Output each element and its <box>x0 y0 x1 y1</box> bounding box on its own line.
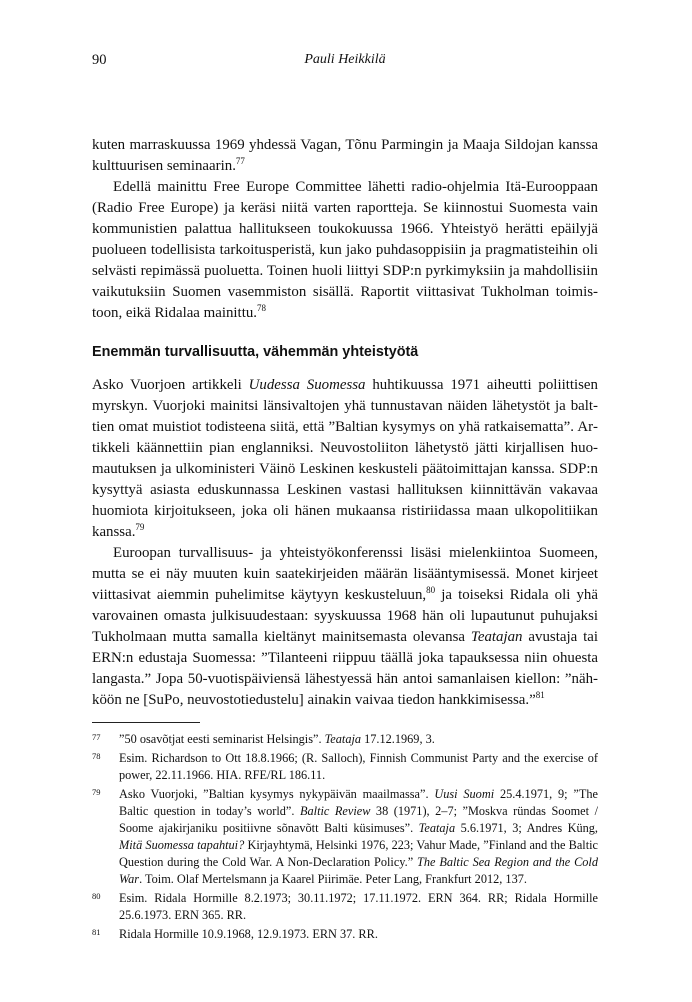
footnote-number: 78 <box>92 751 101 761</box>
footnote: 80 Esim. Ridala Hormille 8.2.1973; 30.11.1972; 17.11.1972. ERN 364. RR; Ridala Hormille 25.6.1973. ERN 365. RR. <box>92 891 598 922</box>
footnote-separator <box>92 722 200 723</box>
paragraph: Euroopan turvallisuus- ja yhteistyökonferenssi lisäsi mielenkiintoa Suomeen, mutta se ei näy muuten kuin saatekirjeiden määrän lisääntymisessä. Monet kirjeet viittasivat aiemmin puhelimitse käytyyn keskusteluun,$^{80}$ ja toiseksi Ridala oli yhä varovainen omasta julkisuudestaan: syyskuussa 1968 hän oli lupautunut puhujaksi Tukholmaan mutta samalla kieltänyt mainitsemasta olevansa Teatajan avustaja tai ERN:n edustaja Suomessa: ”Tilanteeni riippuu täällä joka tapauksessa niin ohuesta langasta.” Jopa 50-vuotispäiviensä lähestyessä hän antoi samanlaisen kiellon: ”nähköön ne [SuPo, neuvostotiedustelu] ainakin vaivaa tiedon hankkimisessa.”$^{81}$ <box>92 545 598 708</box>
running-head-author: Pauli Heikkilä <box>304 52 386 67</box>
footnote: 79 Asko Vuorjoki, ”Baltian kysymys nykypäivän maailmassa”. Uusi Suomi 25.4.1971, 9; ”The Baltic question in today’s world”. Baltic Review 38 (1971), 2–7; ”Moskva ründas Soomet / Soome ajakirjaniku positiivne sõnavõtt Balti küsimuses”. Teataja 5.6.1971, 3; Andres Küng, Mitä Suomessa tapahtui? Kirjayhtymä, Helsinki 1976, 223; Vahur Made, ”Finland and the Baltic Question during the Cold War. A Non-Declaration Policy.” The Baltic Sea Region and the Cold War. Toim. Olaf Mertelsmann ja Kaarel Piirimäe. Peter Lang, Frankfurt 2012, 137. <box>92 787 598 886</box>
paragraph: kuten marraskuussa 1969 yhdessä Vagan, Tõnu Parmingin ja Maaja Sildojan kanssa kulttuurisen seminaarin.$^{77}$ <box>92 137 598 174</box>
footnote: 77 ”50 osavõtjat eesti seminarist Helsingis”. Teataja 17.12.1969, 3. <box>92 732 435 746</box>
page-header <box>92 52 598 72</box>
section-intro-text <box>92 135 598 324</box>
paragraph: Edellä mainittu Free Europe Committee lähetti radio-ohjelmia Itä-Eurooppaan (Radio Free Europe) ja keräsi niitä varten raportteja. Se kiinnostui Suomesta vain kommunistien palattua hallitukseen toukokuussa 1966. Yhteistyö herätti epäilyjä puolueen todellisista tarkoitusperistä, kun jako puhdasoppisiin ja pragmatisteihin oli selvästi repimässä puoluetta. Toinen huoli liittyi SDP:n pyrkimyksiin ja mahdollisiin vaikutuksiin Suomen vasemmiston sisällä. Raportit viittasivat Tukholman toimistoon, eikä Ridalaa mainittu.$^{78}$ <box>92 179 598 321</box>
footnote-ref[interactable]: 78 <box>257 303 266 314</box>
footnote-number: 79 <box>92 787 101 797</box>
footnote-ref[interactable]: 80 <box>426 585 436 596</box>
footnote-ref[interactable]: 77 <box>235 156 245 167</box>
footnote-number: 80 <box>92 891 101 901</box>
section-main-text <box>92 375 598 711</box>
section-heading: Enemmän turvallisuutta, vähemmän yhteistyötä <box>92 344 419 360</box>
footnote-number: 77 <box>92 732 101 742</box>
page-number: 90 <box>92 52 107 68</box>
footnote-number: 81 <box>92 927 101 937</box>
footnote-ref[interactable]: 79 <box>135 522 145 533</box>
footnote: 78 Esim. Richardson to Ott 18.8.1966; (R. Salloch), Finnish Communist Party and the exercise of power, 22.11.1966. HIA. RFE/RL 186.11. <box>92 751 598 782</box>
footnote: 81 Ridala Hormille 10.9.1968, 12.9.1973. ERN 37. RR. <box>92 927 378 941</box>
paragraph: Asko Vuorjoen artikkeli Uudessa Suomessa huhtikuussa 1971 aiheutti poliittisen myrskyn. Vuorjoki mainitsi länsivaltojen yhä tunnustavan näiden lähetystöt ja balttien omat muistiot todisteena siitä, että ”Baltian kysymys on yhä ratkaisematta”. Artikkeli käännettiin pian englanniksi. Neuvostoliiton lähetystö jätti kirjallisen huomautuksen ja ulkoministeri Väinö Leskinen keskusteli päätoimittajan kanssa. SDP:n kysyttyä asiasta eduskunnassa Leskinen vastasi hallituksen kiinnittävän vakavaa huomiota kirjoitukseen, joka oli hänen mukaansa ristiriidassa maan ulkopolitiikan kanssa.$^{79}$ <box>92 377 598 540</box>
footnote-ref[interactable]: 81 <box>535 690 545 701</box>
footnotes <box>92 731 598 945</box>
